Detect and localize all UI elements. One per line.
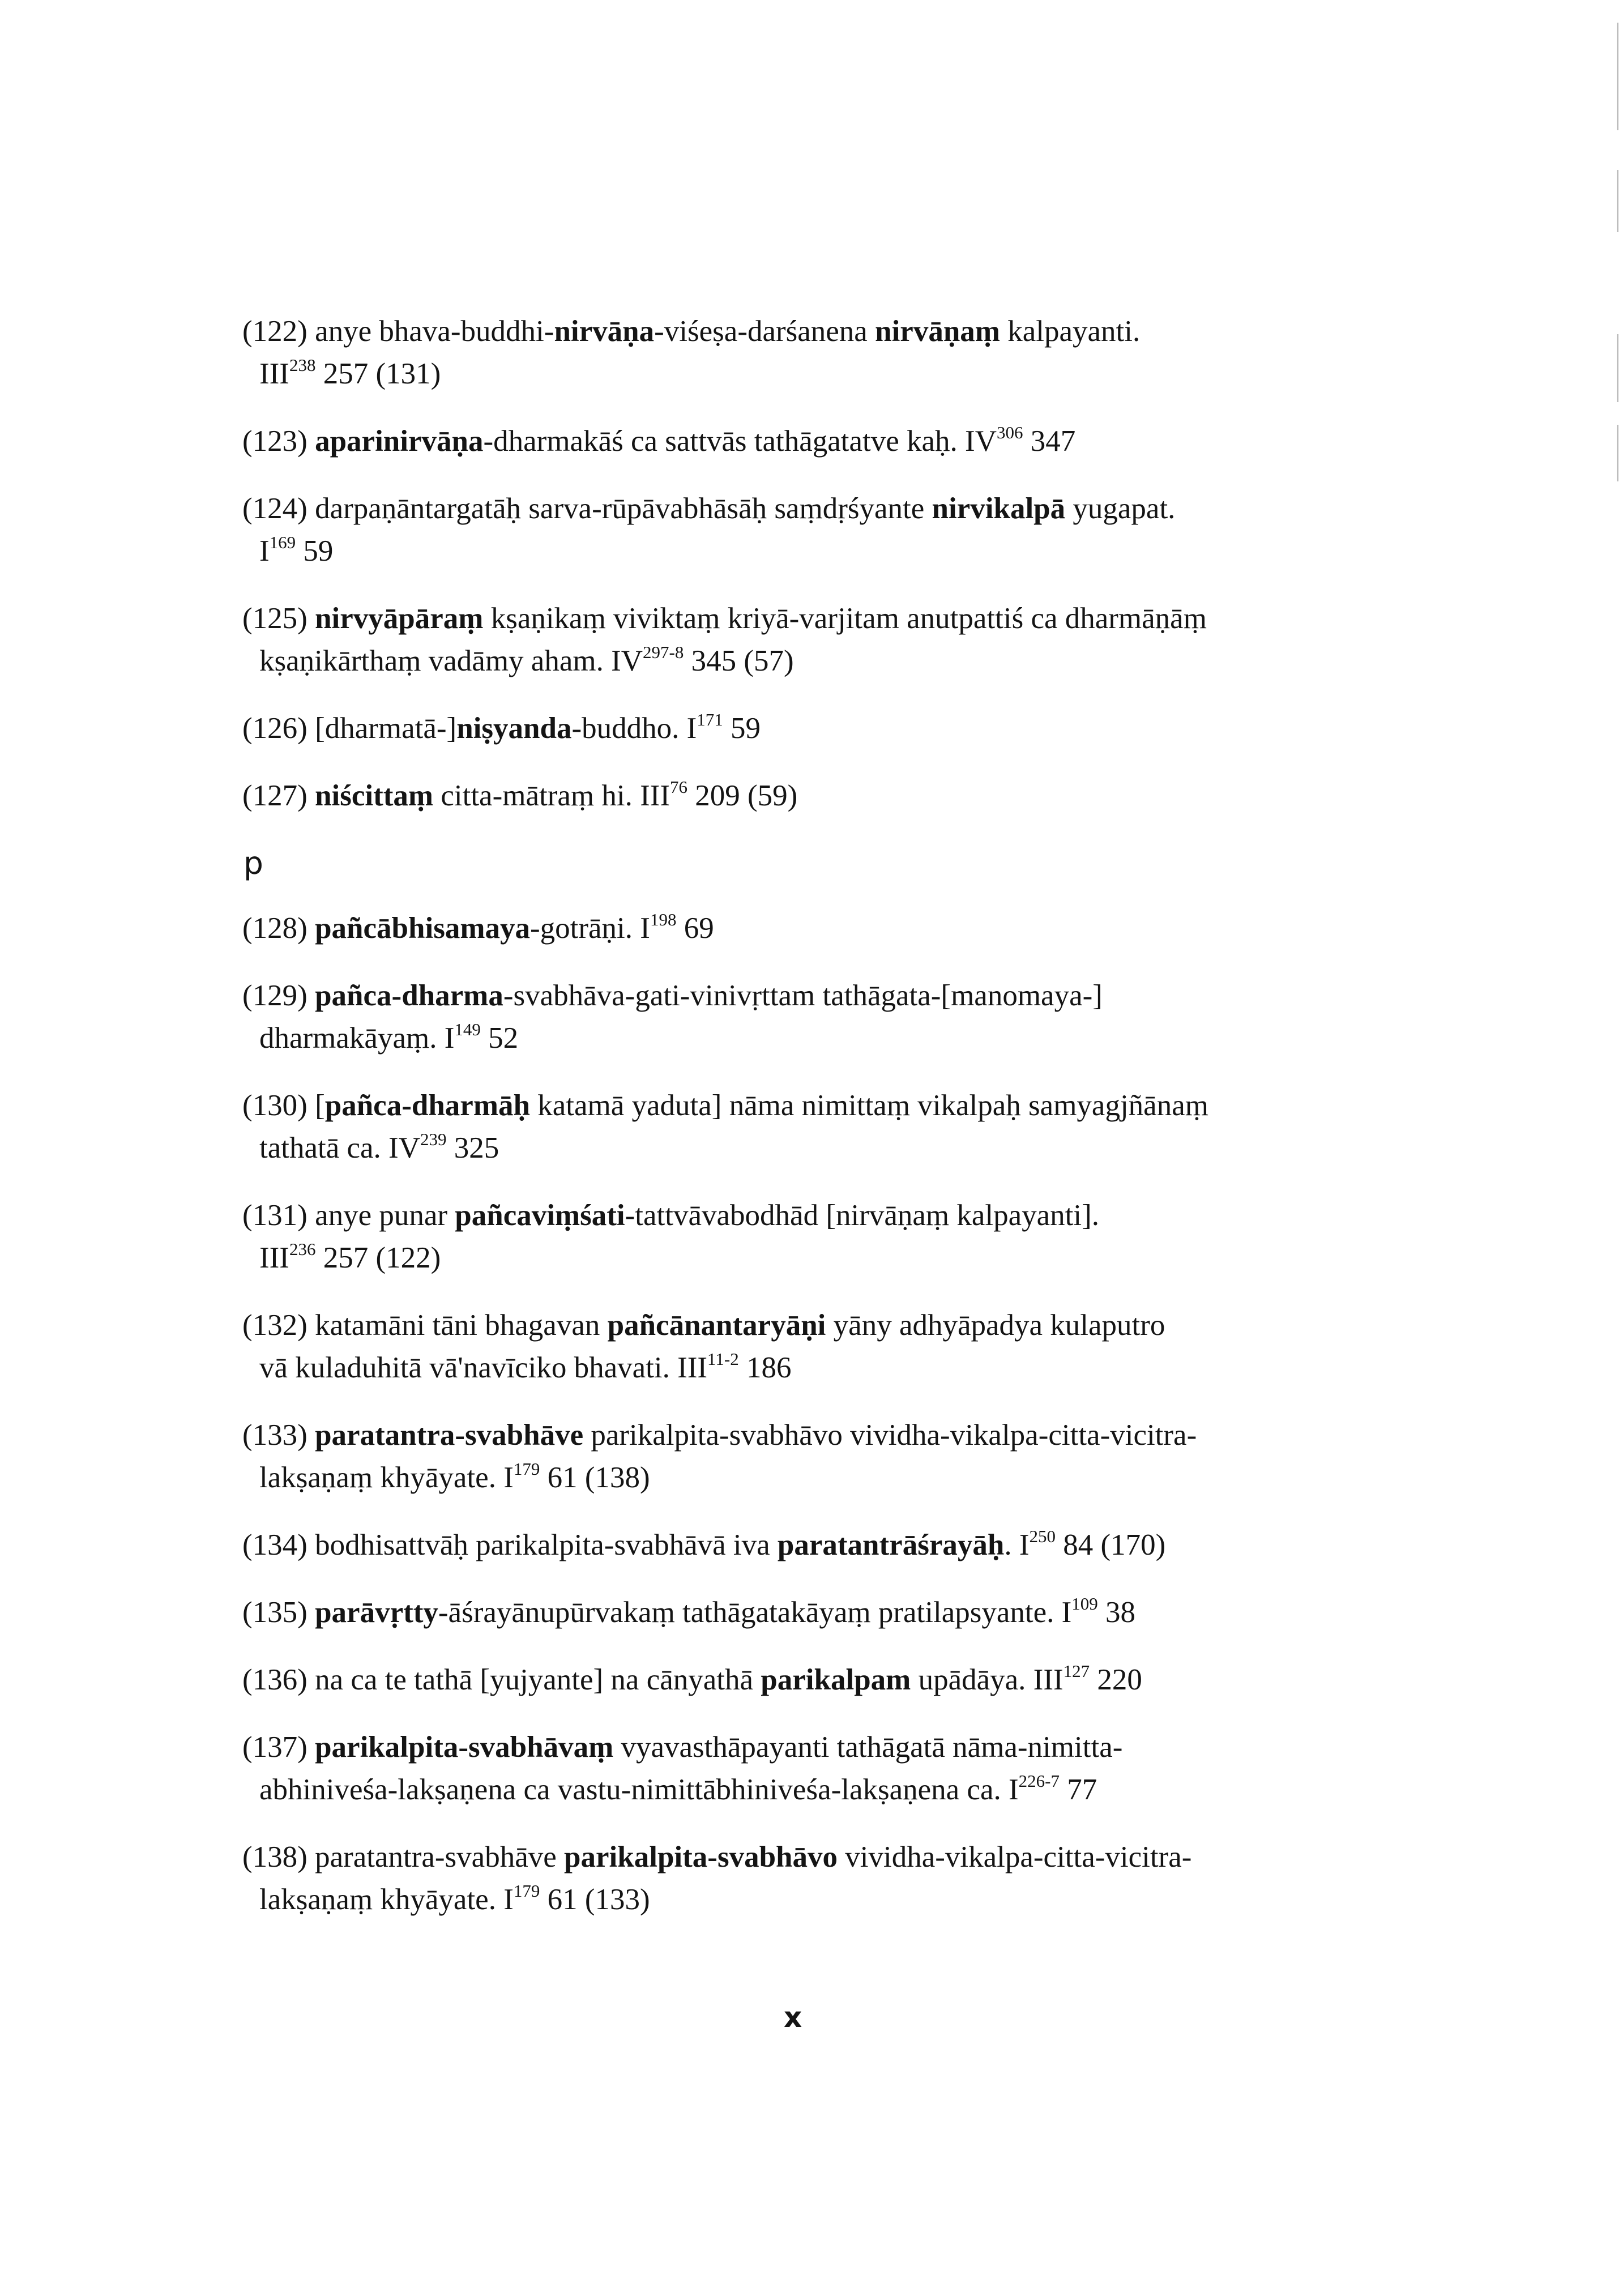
entry-text: kṣaṇikaṃ viviktaṃ kriyā-varjitam anutpattiś ca dharmāṇāṃ	[483, 602, 1207, 635]
reference-superscript: 306	[997, 423, 1023, 442]
headword: parāvṛtty	[315, 1596, 438, 1629]
headword: nirvāṇa	[554, 315, 655, 348]
entry-text: 257 (122)	[315, 1241, 441, 1274]
entry-text	[307, 979, 315, 1012]
entry-text: 61 (138)	[540, 1461, 650, 1494]
entry-continuation-line	[242, 1457, 1386, 1499]
entry-first-line	[242, 1194, 1386, 1237]
page-edge-line	[1617, 23, 1618, 130]
entry-text: abhiniveśa-lakṣaṇena ca vastu-nimittābhiniveśa-lakṣaṇena ca. I	[259, 1773, 1019, 1806]
index-entry	[242, 598, 1386, 682]
index-entry	[242, 420, 1386, 463]
entry-text: paratantra-svabhāve	[307, 1841, 565, 1873]
entry-number: (127)	[242, 779, 307, 812]
entry-first-line	[242, 310, 1386, 353]
entry-number: (138)	[242, 1841, 307, 1873]
index-entry	[242, 1524, 1386, 1567]
entry-number: (122)	[242, 315, 307, 348]
entry-first-line	[242, 907, 1386, 950]
entry-continuation-line	[242, 1017, 1386, 1060]
index-entry	[242, 1726, 1386, 1811]
entry-first-line	[242, 975, 1386, 1017]
index-entry	[242, 1591, 1386, 1634]
entry-text: na ca te tathā [yujyante] na cānyathā	[307, 1663, 761, 1696]
entry-text: vyavasthāpayanti tathāgatā nāma-nimitta-	[613, 1731, 1123, 1764]
entry-text	[307, 602, 315, 635]
headword: pañcābhisamaya	[315, 912, 530, 945]
entry-text: -āśrayānupūrvakaṃ tathāgatakāyaṃ pratilapsyante. I	[438, 1596, 1072, 1629]
entry-number: (134)	[242, 1529, 307, 1561]
entry-text: lakṣaṇaṃ khyāyate. I	[259, 1461, 514, 1494]
entry-text: 69	[676, 912, 714, 945]
headword: parikalpam	[761, 1663, 911, 1696]
index-entry	[242, 310, 1386, 395]
entry-text: -svabhāva-gati-vinivṛttam tathāgata-[manomaya-]	[503, 979, 1103, 1012]
entry-text: yāny adhyāpadya kulaputro	[826, 1309, 1165, 1342]
entry-first-line	[242, 707, 1386, 750]
entry-number: (123)	[242, 425, 307, 458]
entry-text: upādāya. III	[911, 1663, 1064, 1696]
entry-text: vā kuladuhitā vā'navīciko bhavati. III	[259, 1351, 708, 1384]
entry-first-line	[242, 1524, 1386, 1567]
entry-text: [	[307, 1089, 325, 1122]
page-number: x	[784, 2001, 802, 2034]
entry-number: (124)	[242, 492, 307, 525]
headword: aparinirvāṇa	[315, 425, 484, 458]
entry-number: (130)	[242, 1089, 307, 1122]
index-entry	[242, 1414, 1386, 1499]
entry-first-line	[242, 775, 1386, 817]
reference-superscript: 127	[1063, 1661, 1090, 1681]
entry-text: 347	[1023, 425, 1076, 458]
entry-text: -gotrāṇi. I	[530, 912, 650, 945]
entry-first-line	[242, 420, 1386, 463]
entry-continuation-line	[242, 1347, 1386, 1389]
entry-text: 59	[723, 712, 761, 745]
index-entry	[242, 488, 1386, 573]
entry-text: 84 (170)	[1055, 1529, 1166, 1561]
entry-text: citta-mātraṃ hi. III	[433, 779, 670, 812]
entry-text: 38	[1097, 1596, 1136, 1629]
reference-superscript: 226-7	[1018, 1771, 1060, 1791]
headword: parikalpita-svabhāvaṃ	[315, 1731, 614, 1764]
entry-continuation-line	[242, 530, 1386, 573]
entry-text: -tattvāvabodhād [nirvāṇaṃ kalpayanti].	[625, 1199, 1100, 1232]
headword: niścittaṃ	[315, 779, 434, 812]
headword: pañcānantaryāṇi	[607, 1309, 826, 1342]
entry-text: tathatā ca. IV	[259, 1132, 420, 1164]
reference-superscript: 149	[454, 1019, 481, 1039]
entry-text: 257 (131)	[315, 357, 441, 390]
entry-text: III	[259, 357, 289, 390]
entry-number: (128)	[242, 912, 307, 945]
entry-first-line	[242, 1304, 1386, 1347]
entry-text: 325	[446, 1132, 499, 1164]
headword: parikalpita-svabhāvo	[564, 1841, 838, 1873]
headword: nirvyāpāraṃ	[315, 602, 484, 635]
entry-text	[307, 1596, 315, 1629]
entry-first-line	[242, 1726, 1386, 1769]
reference-superscript: 238	[289, 355, 316, 375]
section-letter: p	[244, 845, 263, 881]
entry-first-line	[242, 1414, 1386, 1457]
entry-text: katamā yaduta] nāma nimittaṃ vikalpaḥ samyagjñānaṃ	[529, 1089, 1208, 1122]
entry-first-line	[242, 1836, 1386, 1879]
entry-text: dharmakāyaṃ. I	[259, 1022, 455, 1055]
reference-superscript: 198	[650, 910, 677, 929]
entry-number: (133)	[242, 1419, 307, 1452]
index-entry	[242, 707, 1386, 750]
entry-text: -viśeṣa-darśanena	[654, 315, 875, 348]
entry-text: anye bhava-buddhi-	[307, 315, 554, 348]
reference-superscript: 179	[513, 1459, 540, 1479]
index-entry	[242, 907, 1386, 950]
entry-continuation-line	[242, 1879, 1386, 1921]
reference-superscript: 179	[513, 1881, 540, 1901]
reference-superscript: 109	[1071, 1594, 1098, 1614]
entry-text	[307, 1419, 315, 1452]
index-entry	[242, 1194, 1386, 1279]
reference-superscript: 297-8	[643, 642, 684, 662]
entry-text: bodhisattvāḥ parikalpita-svabhāvā iva	[307, 1529, 778, 1561]
entry-first-line	[242, 1591, 1386, 1634]
headword: pañca-dharmāḥ	[324, 1089, 530, 1122]
reference-superscript: 250	[1029, 1526, 1056, 1546]
entry-text: 61 (133)	[540, 1883, 650, 1916]
entry-text	[307, 425, 315, 458]
entry-text: parikalpita-svabhāvo vividha-vikalpa-citta-vicitra-	[583, 1419, 1197, 1452]
page-edge-line	[1617, 170, 1618, 232]
entry-text: yugapat.	[1065, 492, 1176, 525]
headword: paratantrāśrayāḥ	[777, 1529, 1005, 1561]
index-entry	[242, 1304, 1386, 1389]
entry-number: (136)	[242, 1663, 307, 1696]
entry-text: 209 (59)	[687, 779, 798, 812]
entry-text: 59	[296, 535, 334, 567]
reference-superscript: 169	[269, 532, 296, 552]
reference-superscript: 236	[289, 1239, 316, 1259]
headword: pañca-dharma	[315, 979, 503, 1012]
entry-number: (137)	[242, 1731, 307, 1764]
reference-superscript: 171	[697, 710, 723, 729]
headword: nirvikalpā	[932, 492, 1066, 525]
entry-text: anye punar	[307, 1199, 455, 1232]
entry-continuation-line	[242, 1127, 1386, 1170]
entry-text: katamāni tāni bhagavan	[307, 1309, 608, 1342]
entry-text: 77	[1059, 1773, 1097, 1806]
entry-text	[307, 779, 315, 812]
entry-text: 220	[1090, 1663, 1142, 1696]
headword: pañcaviṃśati	[455, 1199, 625, 1232]
entry-text: kṣaṇikārthaṃ vadāmy aham. IV	[259, 645, 643, 677]
entry-text	[307, 912, 315, 945]
entry-text: darpaṇāntargatāḥ sarva-rūpāvabhāsāḥ saṃdṛśyante	[307, 492, 932, 525]
entry-text: lakṣaṇaṃ khyāyate. I	[259, 1883, 514, 1916]
headword: paratantra-svabhāve	[315, 1419, 584, 1452]
entry-number: (135)	[242, 1596, 307, 1629]
entry-text: 52	[480, 1022, 519, 1055]
index-entry	[242, 775, 1386, 817]
entry-text: I	[259, 535, 270, 567]
entry-number: (131)	[242, 1199, 307, 1232]
entry-number: (129)	[242, 979, 307, 1012]
entry-text: . I	[1004, 1529, 1030, 1561]
entry-first-line	[242, 1085, 1386, 1127]
entry-text: -dharmakāś ca sattvās tathāgatatve kaḥ. IV	[483, 425, 997, 458]
index-entries	[242, 310, 1386, 1946]
entry-first-line	[242, 598, 1386, 640]
entry-continuation-line	[242, 1769, 1386, 1811]
entry-text: kalpayanti.	[1000, 315, 1141, 348]
entry-text: [dharmatā-]	[307, 712, 457, 745]
entry-text	[307, 1731, 315, 1764]
page-edge-line	[1617, 425, 1618, 481]
entry-number: (126)	[242, 712, 307, 745]
entry-text: III	[259, 1241, 289, 1274]
index-entry	[242, 1836, 1386, 1921]
index-entry	[242, 975, 1386, 1060]
entry-text: 345 (57)	[684, 645, 794, 677]
reference-superscript: 76	[670, 777, 688, 797]
headword: niṣyanda	[456, 712, 572, 745]
entry-continuation-line	[242, 640, 1386, 682]
entry-text: 186	[738, 1351, 792, 1384]
entry-number: (125)	[242, 602, 307, 635]
entry-continuation-line	[242, 353, 1386, 395]
reference-superscript: 11-2	[707, 1349, 739, 1369]
entry-text: -buddho. I	[571, 712, 697, 745]
entry-first-line	[242, 488, 1386, 530]
entry-text: vividha-vikalpa-citta-vicitra-	[838, 1841, 1192, 1873]
headword: nirvāṇaṃ	[875, 315, 1000, 348]
entry-number: (132)	[242, 1309, 307, 1342]
entry-first-line	[242, 1659, 1386, 1701]
page-edge-line	[1617, 334, 1618, 402]
reference-superscript: 239	[420, 1129, 447, 1149]
entry-continuation-line	[242, 1237, 1386, 1279]
index-entry	[242, 1085, 1386, 1170]
index-entry	[242, 1659, 1386, 1701]
